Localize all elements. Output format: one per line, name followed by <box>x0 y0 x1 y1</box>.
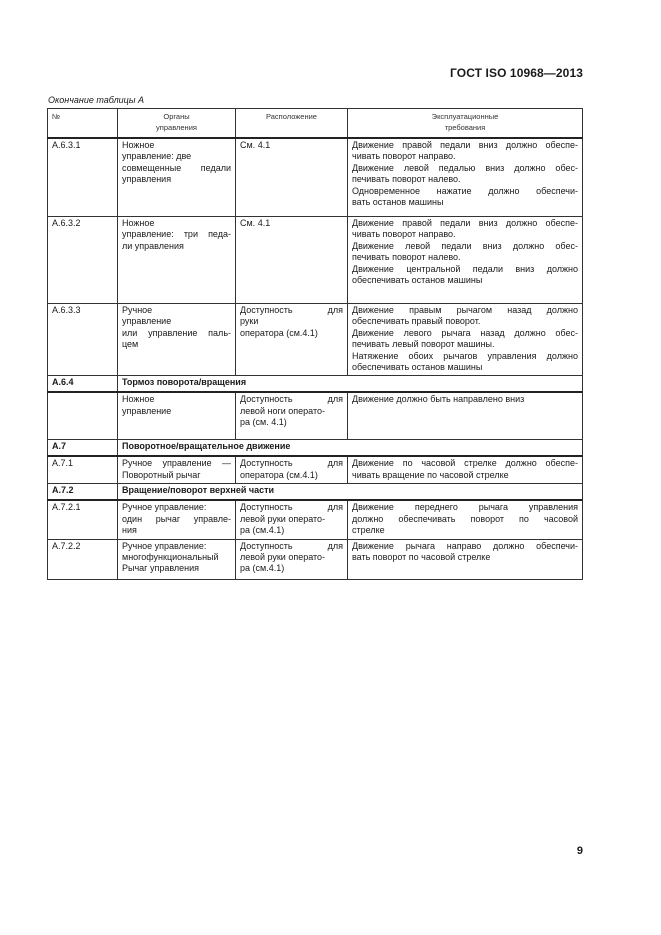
cell-requirements <box>348 539 583 579</box>
row-code <box>48 392 118 440</box>
cell-location <box>236 500 348 539</box>
row-code: А.7.1 <box>48 456 118 484</box>
section-code: А.7.2 <box>48 484 118 501</box>
table-row <box>48 539 583 579</box>
document-header: ГОСТ ISO 10968—2013 <box>450 66 583 80</box>
section-code: А.6.4 <box>48 376 118 393</box>
cell-line: чивать поворот направо. <box>352 229 456 240</box>
cell-line: печивать левый поворот машины. <box>352 339 495 350</box>
cell-control <box>118 392 236 440</box>
cell-control <box>118 539 236 579</box>
cell-line: левой руки операто- <box>240 513 326 524</box>
cell-line: оператора (см.4.1) <box>240 469 318 480</box>
cell-line: Ножное <box>122 140 155 150</box>
cell-line: Ручное управление: <box>122 502 207 513</box>
section-code: А.7 <box>48 440 118 457</box>
table-body <box>48 138 583 579</box>
cell-line: обеспечивать останов машины <box>352 362 483 373</box>
cell-location <box>236 539 348 579</box>
cell-line: ли управления <box>122 240 184 251</box>
table-row <box>48 500 583 539</box>
cell-control <box>118 304 236 376</box>
cell-line: ния <box>122 525 137 536</box>
cell-line: стрелке <box>352 525 385 536</box>
section-row <box>48 440 583 457</box>
cell-line: печивать поворот налево. <box>352 174 461 185</box>
page-number: 9 <box>576 845 583 857</box>
cell-requirements <box>348 500 583 539</box>
cell-location <box>236 217 348 304</box>
cell-line: Доступность для <box>240 540 343 551</box>
cell-line: Движение левой педали вниз должно обес- <box>352 240 578 251</box>
row-code: А.7.2.1 <box>48 500 118 539</box>
cell-line: Поворотный рычаг <box>122 469 201 480</box>
cell-line: Движение правой педали вниз должно обеспе- <box>352 218 578 228</box>
cell-line: Ручное управление: <box>122 540 207 551</box>
table-row <box>48 392 583 440</box>
cell-line: Движение рычага направо должно обеспечи- <box>352 540 578 551</box>
cell-line: Движение левого рычага назад должно обес- <box>352 327 578 338</box>
row-code: А.7.2.2 <box>48 539 118 579</box>
cell-line: Движение по часовой стрелке должно обеспе- <box>352 458 578 469</box>
cell-line: Движение правой педали вниз должно обеспе- <box>352 140 578 150</box>
cell-line: Доступность для <box>240 394 343 405</box>
table-row <box>48 304 583 376</box>
cell-line: Движение левой педалью вниз должно обес- <box>352 162 578 173</box>
cell-line: Доступность для <box>240 458 343 469</box>
cell-line: цем <box>122 339 139 350</box>
cell-line: должно обеспечивать поворот по часовой <box>352 513 578 524</box>
cell-line: управление <box>122 316 172 327</box>
cell-line: обеспечивать правый поворот. <box>352 316 481 327</box>
cell-requirements <box>348 392 583 440</box>
cell-line: руки <box>240 316 259 327</box>
cell-line: Ручное управление — <box>122 458 231 469</box>
table-row <box>48 138 583 217</box>
section-title: Поворотное/вращательное движение <box>118 440 583 457</box>
cell-line: или управление паль- <box>122 327 231 338</box>
cell-line: левой ноги операто- <box>240 405 325 416</box>
section-title: Вращение/поворот верхней части <box>118 484 583 501</box>
cell-requirements <box>348 304 583 376</box>
cell-requirements <box>348 138 583 217</box>
cell-line: Доступность для <box>240 305 343 315</box>
cell-line: См. 4.1 <box>240 140 271 150</box>
cell-line: Рычаг управления <box>122 563 200 574</box>
cell-line: Доступность для <box>240 502 343 513</box>
cell-location <box>236 392 348 440</box>
cell-location <box>236 304 348 376</box>
cell-control <box>118 138 236 217</box>
cell-line: Ножное <box>122 218 155 228</box>
cell-line: ра (см. 4.1) <box>240 417 287 428</box>
cell-line: оператора (см.4.1) <box>240 327 318 338</box>
column-header-requirements: Эксплуатационные требования <box>348 109 583 139</box>
table-header-row <box>48 109 583 139</box>
row-code: А.6.3.2 <box>48 217 118 304</box>
cell-line: ра (см.4.1) <box>240 525 285 536</box>
cell-line: обеспечивать останов машины <box>352 275 483 286</box>
column-header-number: № <box>48 109 118 139</box>
table-row <box>48 217 583 304</box>
cell-line: управление: три педа- <box>122 229 231 240</box>
cell-line: Одновременное нажатие должно обеспечи- <box>352 185 578 196</box>
cell-line: многофункциональный <box>122 552 219 563</box>
cell-line: вать останов машины <box>352 197 444 208</box>
table-caption: Окончание таблицы А <box>48 95 144 105</box>
cell-line: чивать вращение по часовой стрелке <box>352 469 509 480</box>
cell-line: один рычаг управле- <box>122 513 231 524</box>
cell-line: Движение центральной педали вниз должно <box>352 263 578 274</box>
cell-line: См. 4.1 <box>240 218 271 228</box>
cell-line: управление <box>122 405 172 416</box>
section-row <box>48 484 583 501</box>
cell-line: Ручное <box>122 305 153 315</box>
section-title: Тормоз поворота/вращения <box>118 376 583 393</box>
cell-line: управления <box>122 174 172 185</box>
cell-control <box>118 456 236 484</box>
cell-line: Движение правым рычагом назад должно <box>352 305 578 315</box>
cell-line: Натяжение обоих рычагов управления должно <box>352 350 578 361</box>
table-row <box>48 456 583 484</box>
cell-line: управление: две <box>122 151 192 162</box>
cell-requirements <box>348 456 583 484</box>
column-header-controls: Органы управления <box>118 109 236 139</box>
cell-line: Движение должно быть направлено вниз <box>352 394 525 405</box>
cell-control <box>118 217 236 304</box>
cell-line: Ножное <box>122 394 155 405</box>
cell-control <box>118 500 236 539</box>
row-code: А.6.3.1 <box>48 138 118 217</box>
row-code: А.6.3.3 <box>48 304 118 376</box>
column-header-location: Расположение <box>236 109 348 139</box>
cell-requirements <box>348 217 583 304</box>
cell-line: левой руки операто- <box>240 552 326 563</box>
cell-location <box>236 138 348 217</box>
cell-line: вать поворот по часовой стрелке <box>352 552 491 563</box>
cell-line: совмещенные педали <box>122 162 231 173</box>
requirements-table <box>47 108 583 580</box>
cell-line: Движение переднего рычага управления <box>352 502 578 513</box>
cell-line: ра (см.4.1) <box>240 563 285 574</box>
section-row <box>48 376 583 393</box>
cell-line: чивать поворот направо. <box>352 151 456 162</box>
cell-line: печивать поворот налево. <box>352 252 461 263</box>
cell-location <box>236 456 348 484</box>
